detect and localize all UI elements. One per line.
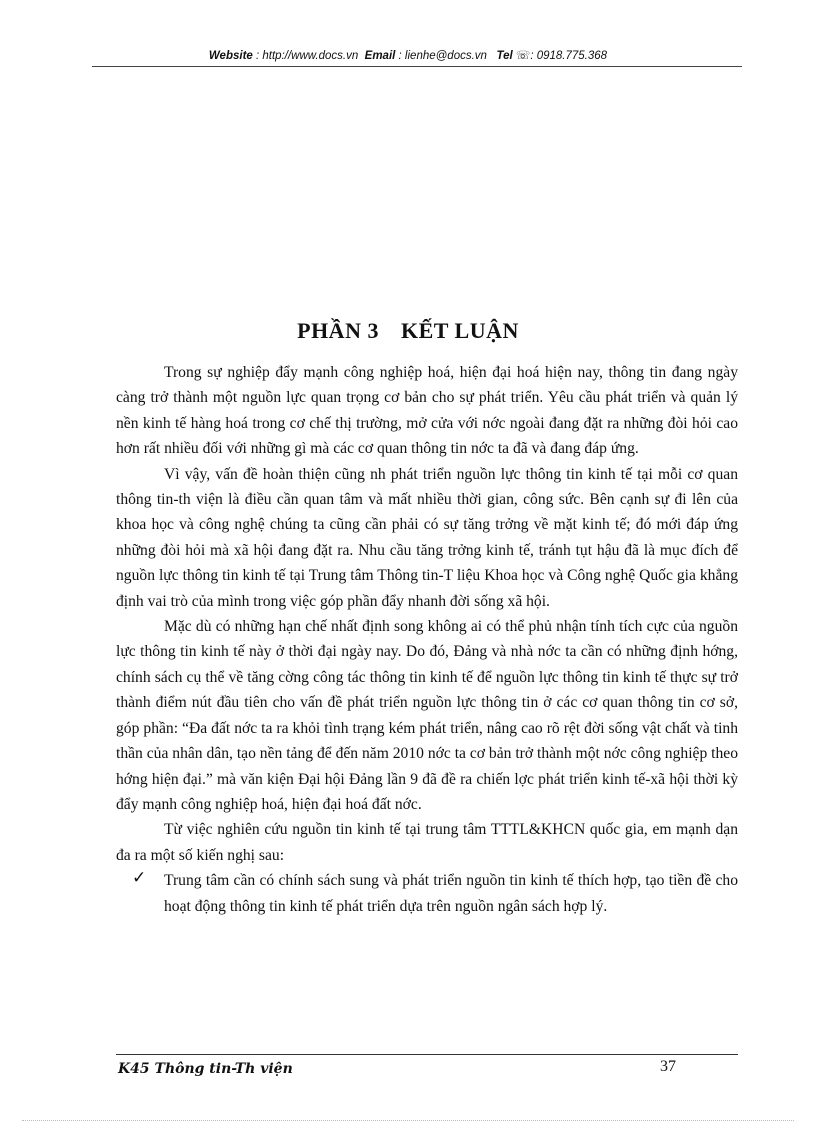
phone-icon: ☏ — [515, 50, 531, 62]
page-title — [0, 318, 816, 344]
tel-label: Tel — [496, 50, 513, 62]
email-value: : lienhe@docs.vn — [398, 50, 487, 62]
website-value: : http://www.docs.vn — [256, 50, 359, 62]
page-bottom-divider — [22, 1120, 794, 1121]
paragraph: Từ việc nghiên cứu nguồn tin kinh tế tại trung tâm TTTL&KHCN quốc gia, em mạnh dạn đa ra một số kiến nghị sau: — [116, 821, 738, 864]
page-number: 37 — [660, 1058, 676, 1075]
bullet-text: Trung tâm cần có chính sách sung và phát triển nguồn tin kinh tế thích hợp, tạo tiền đề cho hoạt động thông tin kinh tế phát triển dựa trên nguồn ngân sách hợp lý. — [164, 872, 738, 915]
tel-value: : 0918.775.368 — [530, 50, 608, 62]
website-label: Website — [208, 50, 253, 62]
checkmark-icon: ✓ — [132, 868, 147, 889]
email-label: Email — [364, 50, 396, 62]
footer-divider — [116, 1054, 738, 1055]
paragraph: Vì vậy, vấn đề hoàn thiện cũng nh phát triển nguồn lực thông tin kinh tế tại mỗi cơ quan thông tin-th viện là điều cần quan tâm và mất nhiều thời gian, công sức. Bên cạnh sự đi lên của khoa học và công nghệ chúng ta cũng cần phải có sự tăng trởng về mặt kinh tế; đó mới đáp ứng những đòi hỏi mà xã hội đang đặt ra. Nhu cầu tăng trởng kinh tế, tránh tụt hậu đã là mục đích để nguồn lực thông tin kinh tế tại Trung tâm Thông tin-T liệu Khoa học và Công nghệ Quốc gia khẳng định vai trò của mình trong việc góp phần đẩy nhanh đời sống xã hội. — [116, 465, 738, 610]
title-part: PHẦN 3 — [297, 318, 379, 343]
paragraph: Mặc dù có những hạn chế nhất định song không ai có thể phủ nhận tính tích cực của nguồn lực thông tin kinh tế này ở thời đại ngày nay. Do đó, Đảng và nhà nớc ta cần có những định hớng, chính sách cụ thể về tăng cờng công tác thông tin kinh tế để nguồn lực thông tin kinh tế thực sự trở thành điểm nút đầu tiên cho vấn đề phát triển nguồn lực thông tin ở các cơ quan thông tin cơ sở, góp phần: “Đa đất nớc ta ra khỏi tình trạng kém phát triển, nâng cao rõ rệt đời sống vật chất và tinh thần của nhân dân, tạo nền tảng để đến năm 2010 nớc ta cơ bản trở thành một nớc công nghiệp theo hớng hiện đại.” mà văn kiện Đại hội Đảng lần 9 đã đề ra chiến lợc phát triển kinh tế-xã hội thời kỳ đẩy mạnh công nghiệp hoá, hiện đại hoá đất nớc. — [116, 618, 738, 813]
paragraph: Trong sự nghiệp đẩy mạnh công nghiệp hoá, hiện đại hoá hiện nay, thông tin đang ngày càng trở thành một nguồn lực quan trọng cơ bản cho sự phát triển. Yêu cầu phát triển và quản lý nền kinh tế hàng hoá trong cơ chế thị trường, mở cửa với nớc ngoài đang đặt ra những đòi hỏi cao hơn rất nhiều đối với những gì mà các cơ quan thông tin nớc ta đã và đang đáp ứng. — [116, 364, 738, 458]
title-heading: KẾT LUẬN — [400, 318, 519, 343]
footer-course-label: K45 Thông tin-Th viện — [118, 1061, 293, 1077]
page-header — [0, 48, 816, 62]
document-body — [116, 360, 738, 919]
header-divider — [92, 66, 742, 67]
bullet-item — [116, 868, 738, 919]
